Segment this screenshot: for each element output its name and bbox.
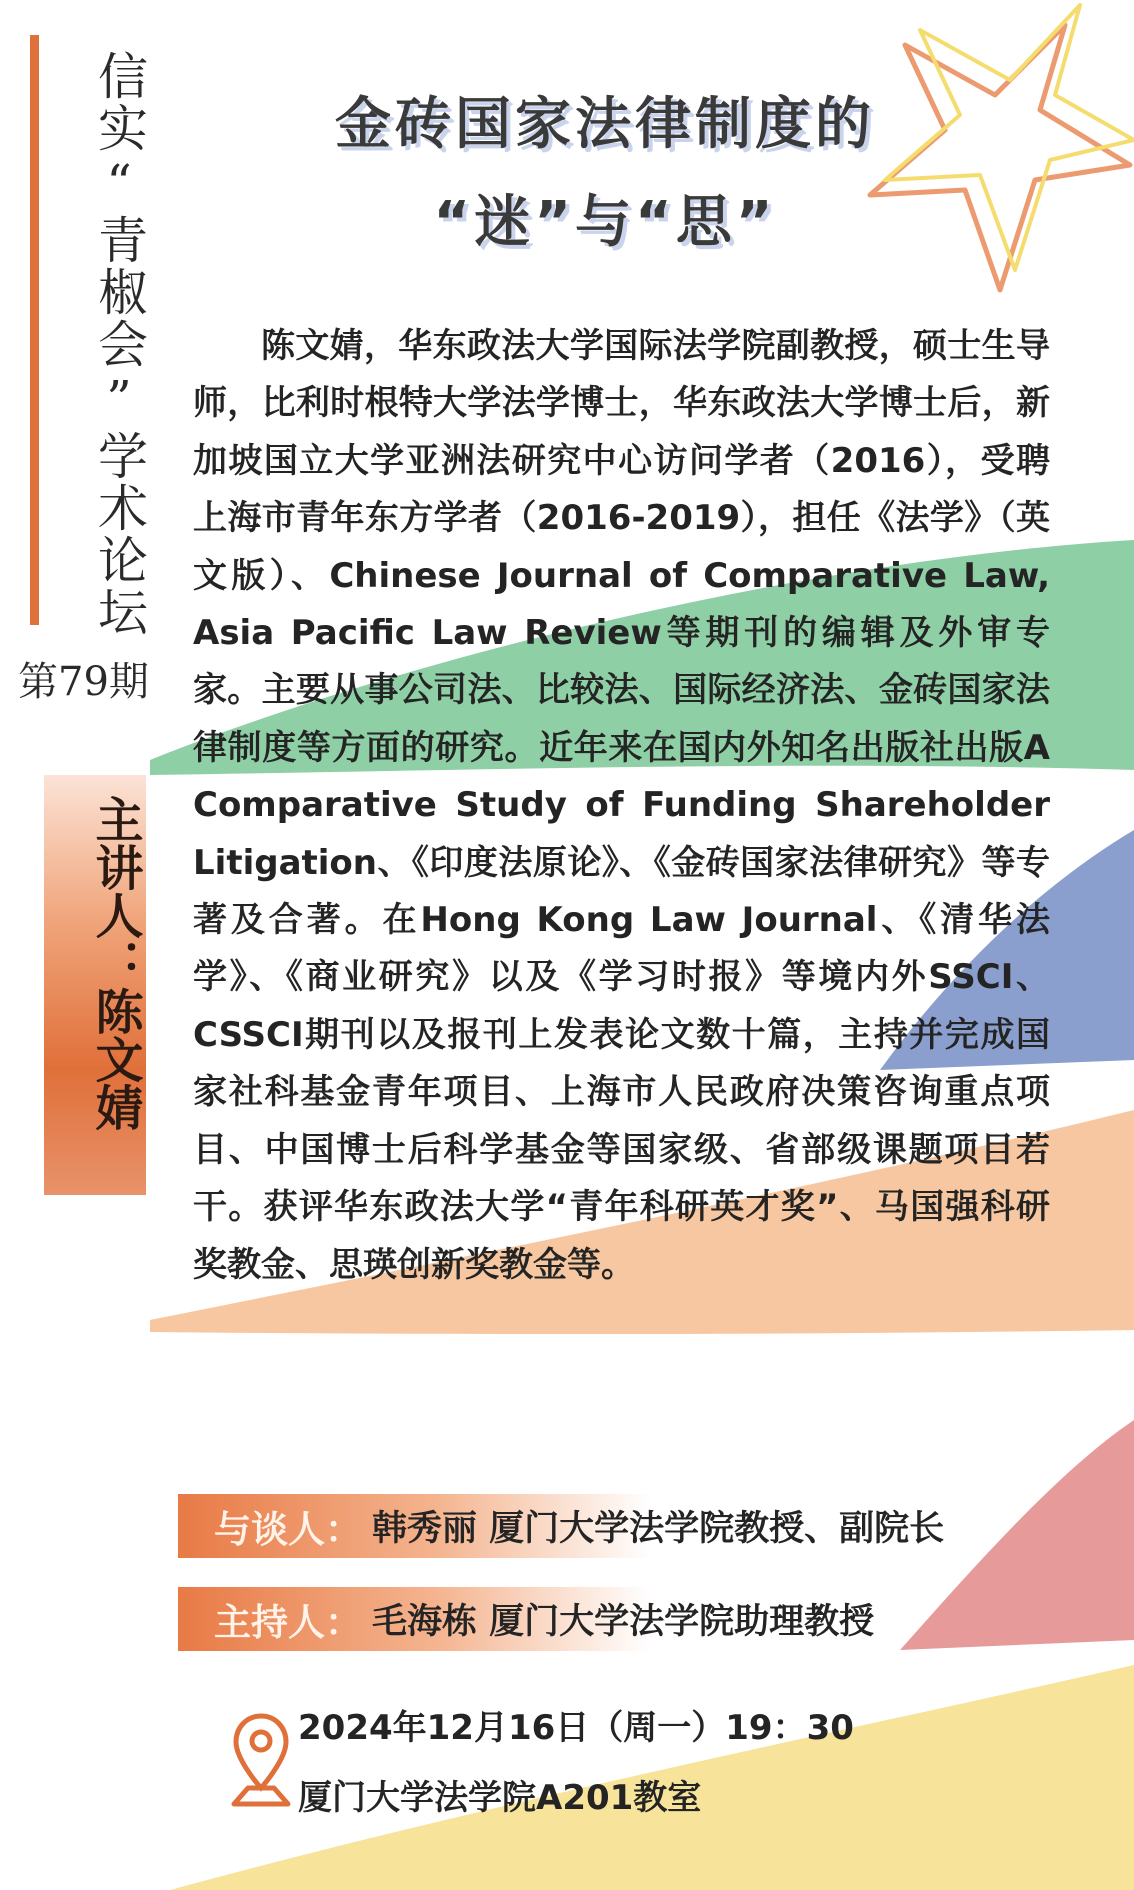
- discussant-row: [178, 1494, 1038, 1558]
- host-value: 毛海栋 厦门大学法学院助理教授: [372, 1602, 875, 1642]
- speaker-label: 主讲人：陈文婧: [87, 795, 143, 1131]
- host-row: [178, 1587, 1038, 1651]
- event-venue: 厦门大学法学院A201教室: [298, 1778, 702, 1818]
- series-title: 信实“青椒会”学术论坛: [90, 50, 148, 638]
- title-line-2: “迷”与“思”: [433, 190, 777, 255]
- host-label: 主持人：: [214, 1601, 362, 1644]
- title-line-1: 金砖国家法律制度的: [335, 92, 875, 157]
- event-datetime: 2024年12月16日（周一）19：30: [298, 1708, 854, 1748]
- accent-bar: [30, 35, 39, 625]
- discussant-label: 与谈人：: [214, 1508, 362, 1551]
- location-pin-icon: [230, 1710, 292, 1810]
- issue-number: 第79期: [18, 659, 149, 705]
- discussant-value: 韩秀丽 厦门大学法学院教授、副院长: [372, 1509, 945, 1549]
- speaker-bio: 陈文婧，华东政法大学国际法学院副教授，硕士生导师，比利时根特大学法学博士，华东政法大学博士后，新加坡国立大学亚洲法研究中心访问学者（2016），受聘上海市青年东方学者（2016-2019），担任《法学》（英文版）、Chinese Journal of Comparative Law, Asia Pacific Law Review等期刊的编辑及外审专家。主要从事公司法、比较法、国际经济法、金砖国家法律制度等方面的研究。近年来在国内外知名出版社出版A Comparative Study of Funding Shareholder Litigation、《印度法原论》、《金砖国家法律研究》等专著及合著。在Hong Kong Law Journal、《清华法学》、《商业研究》以及《学习时报》等境内外SSCI、CSSCI期刊以及报刊上发表论文数十篇，主持并完成国家社科基金青年项目、上海市人民政府决策咨询重点项目、中国博士后科学基金等国家级、省部级课题项目若干。获评华东政法大学“青年科研英才奖”、马国强科研奖教金、思瑛创新奖教金等。: [193, 326, 1050, 1285]
